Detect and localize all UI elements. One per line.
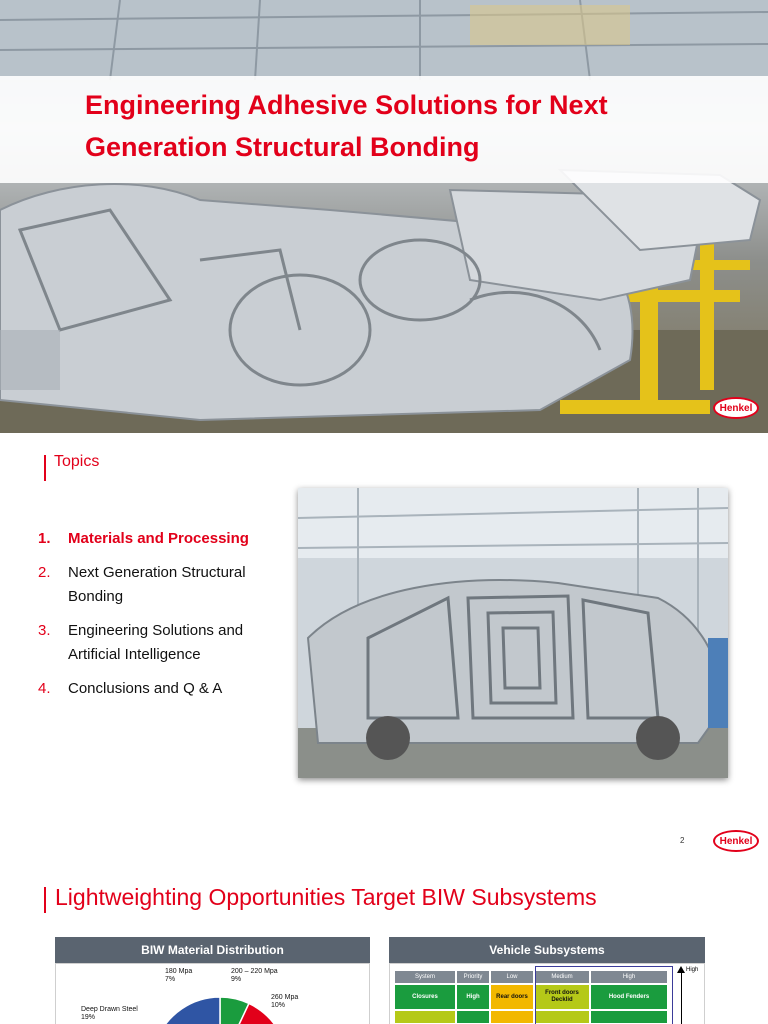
pie-label-260 <box>271 994 298 1010</box>
column-header: High <box>591 971 667 983</box>
priority-axis-line <box>681 973 682 1024</box>
topic-item-3 <box>38 619 288 667</box>
topic-label: Next Generation Structural Bonding <box>68 564 246 605</box>
car-body-photo <box>298 488 728 778</box>
column-header: Low <box>491 971 533 983</box>
pie-label-180 <box>165 968 192 984</box>
topic-label: Conclusions and Q & A <box>68 680 223 697</box>
pie-label-value: 9% <box>231 976 242 983</box>
topic-label: Engineering Solutions and Artificial Intelligence <box>68 622 244 663</box>
cell-system: Closures <box>395 985 455 1009</box>
topic-number: 2. <box>38 564 51 581</box>
up-arrow-icon <box>677 966 685 973</box>
pie-label-value: 10% <box>271 1002 286 1009</box>
pie-label-deep-drawn <box>81 1006 138 1022</box>
cell-system <box>395 1011 455 1023</box>
topic-label: Materials and Processing <box>68 530 249 547</box>
factory-background-image <box>0 0 768 433</box>
pie-label-200 <box>231 968 278 984</box>
topic-item-2 <box>38 561 288 609</box>
pie-label-text: 260 Mpa <box>271 994 299 1001</box>
topic-number: 1. <box>38 530 51 547</box>
lightweighting-slide <box>0 853 768 1024</box>
pie-slice-deep-drawn-steel <box>157 997 220 1024</box>
topic-number: 4. <box>38 680 51 697</box>
topics-slide <box>0 433 768 853</box>
title-slide <box>0 0 768 433</box>
material-pie-chart <box>150 995 290 1024</box>
pie-label-text: 200 – 220 Mpa <box>231 968 278 975</box>
pie-label-text: 180 Mpa <box>165 968 193 975</box>
pie-label-value: 7% <box>165 976 176 983</box>
cell-low <box>491 1011 533 1023</box>
topic-number: 3. <box>38 622 51 639</box>
axis-label-high: High <box>686 967 699 973</box>
cell-priority <box>457 1011 489 1023</box>
pie-label-text: Deep Drawn Steel <box>81 1006 138 1013</box>
topic-item-1 <box>38 527 288 551</box>
henkel-logo: Henkel <box>713 397 759 419</box>
column-header: System <box>395 971 455 983</box>
topics-list <box>38 527 288 711</box>
medium-high-highlight <box>535 966 673 1024</box>
topics-heading: Topics <box>54 453 100 470</box>
title-accent-bar <box>44 887 46 913</box>
car-body-illustration <box>298 488 728 778</box>
panel-header-material: BIW Material Distribution <box>55 937 370 963</box>
panel-header-subsystems: Vehicle Subsystems <box>389 937 705 963</box>
slide-title: Lightweighting Opportunities Target BIW Subsystems <box>55 884 597 910</box>
cell-low: Rear doors <box>491 985 533 1009</box>
heading-accent-bar <box>44 455 46 481</box>
page-number: 2 <box>680 836 685 845</box>
cell-priority: High <box>457 985 489 1009</box>
henkel-logo: Henkel <box>713 830 759 852</box>
pie-label-value: 19% <box>81 1014 96 1021</box>
cell-medium: Front doors Decklid <box>535 985 589 1009</box>
column-header: Priority <box>457 971 489 983</box>
cell-high: Hood Fenders <box>591 985 667 1009</box>
slide-title: Engineering Adhesive Solutions for Next Generation Structural Bonding <box>85 90 608 162</box>
column-header: Medium <box>535 971 589 983</box>
topic-item-4 <box>38 677 288 701</box>
